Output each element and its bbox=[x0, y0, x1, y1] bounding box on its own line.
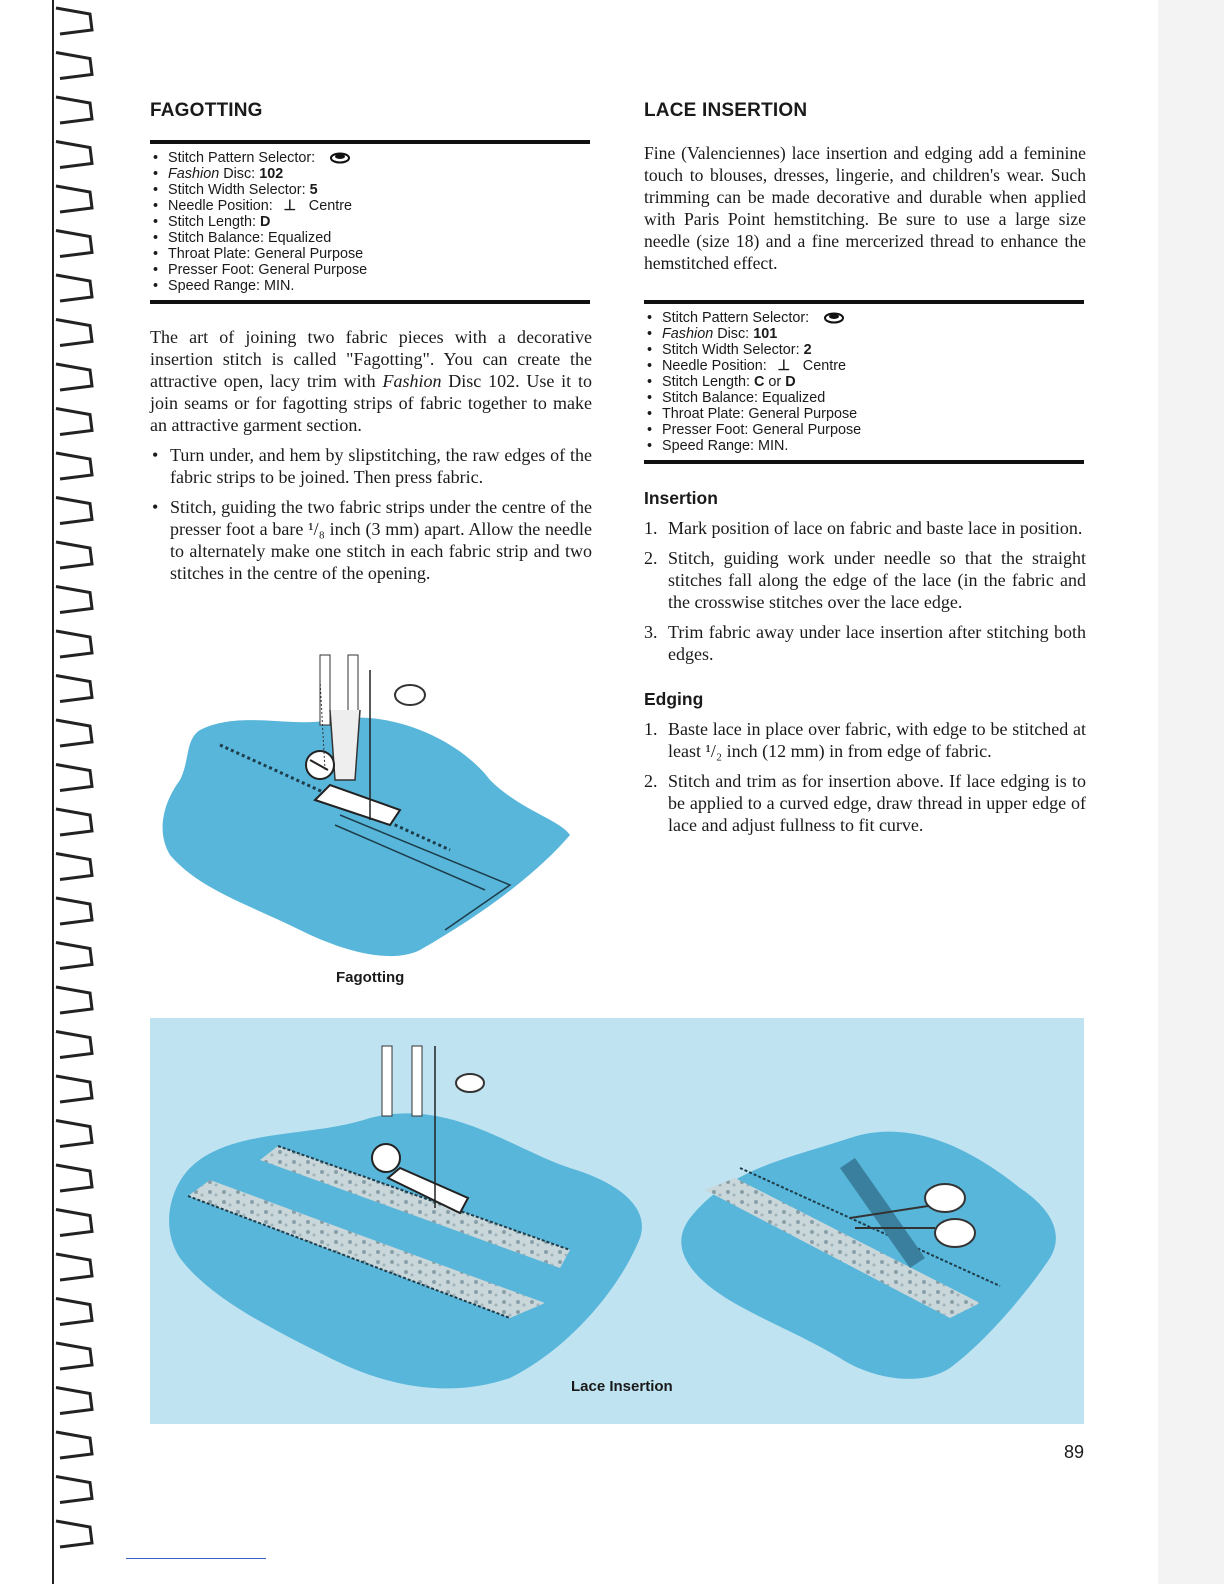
spec-pattern-selector: • Stitch Pattern Selector: bbox=[150, 150, 590, 166]
fagotting-steps bbox=[150, 444, 592, 584]
binding-ring bbox=[56, 809, 92, 835]
fagotting-caption: Fagotting bbox=[336, 969, 405, 986]
binding-ring bbox=[56, 943, 92, 969]
lace-settings-box bbox=[644, 300, 1084, 464]
binding-ring bbox=[56, 142, 92, 168]
binding-ring bbox=[56, 1299, 92, 1325]
binding-ring bbox=[56, 97, 92, 123]
insertion-steps bbox=[644, 517, 1086, 665]
binding-ring bbox=[56, 987, 92, 1013]
lace-insertion-title: LACE INSERTION bbox=[644, 100, 808, 121]
binding-ring bbox=[56, 898, 92, 924]
page-edge-shadow bbox=[1158, 0, 1224, 1584]
binding-ring bbox=[56, 8, 92, 34]
list-item: 3. Trim fabric away under lace insertion after stitching both edges. bbox=[644, 622, 1086, 664]
list-item: • Stitch, guiding the two fabric strips under the centre of the presser foot a bare ¹/₈ inch (3 mm) apart. Allow the needle to alternately make one stitch in each fabric strip and two stitches in the centre of the opening. bbox=[150, 496, 592, 584]
spec-fashion-disc: • Fashion Disc: 102 bbox=[150, 166, 590, 182]
lace-insertion-section bbox=[644, 100, 1086, 836]
binding-ring bbox=[56, 1343, 92, 1369]
lace-insertion-illustration bbox=[150, 1018, 1084, 1424]
binding-ring bbox=[56, 854, 92, 880]
binding-ring bbox=[56, 320, 92, 346]
fagotting-illustration bbox=[160, 650, 580, 965]
binding-ring bbox=[56, 631, 92, 657]
spec-stitch-length: • Stitch Length: C or D bbox=[644, 374, 1084, 390]
fagotting-intro: The art of joining two fabric pieces with a decorative insertion stitch is called "Fagotting". You can create the attractive open, lacy trim with Fashion Disc 102. Use it to join seams or for fagotting strips of fabric together to make an attractive garment section. bbox=[150, 327, 592, 435]
binding-ring bbox=[56, 1432, 92, 1458]
spec-throat-plate: • Throat Plate: General Purpose bbox=[644, 406, 1084, 422]
spec-stitch-width: • Stitch Width Selector: 2 bbox=[644, 342, 1084, 358]
spec-presser-foot: • Presser Foot: General Purpose bbox=[644, 422, 1084, 438]
list-item: 1. Baste lace in place over fabric, with edge to be stitched at least ¹/₂ inch (12 mm) in from edge of fabric. bbox=[644, 719, 1086, 761]
needle-centre-icon: ⊥ bbox=[777, 358, 791, 374]
spec-speed-range: • Speed Range: MIN. bbox=[150, 278, 590, 294]
binding-ring bbox=[56, 186, 92, 212]
spec-stitch-length: • Stitch Length: D bbox=[150, 214, 590, 230]
lace-intro: Fine (Valenciennes) lace insertion and edging add a feminine touch to blouses, dresses, lingerie, and children's wear. Such trimming can be made decorative and durable when applied with Paris Point hemstitching. Be sure to use a large size needle (size 18) and a fine mercerized thread to enhance the hemstitched effect. bbox=[644, 143, 1086, 273]
needle-centre-icon: ⊥ bbox=[283, 198, 297, 214]
spec-stitch-balance: • Stitch Balance: Equalized bbox=[644, 390, 1084, 406]
binding-ring bbox=[56, 364, 92, 390]
list-item: 2. Stitch, guiding work under needle so that the straight stitches fall along the edge of the lace (in the fabric and the crosswise stitches over the lace edge. bbox=[644, 548, 1086, 612]
insertion-heading: Insertion bbox=[644, 488, 718, 508]
pattern-dial-icon bbox=[823, 312, 845, 324]
binding-ring bbox=[56, 453, 92, 479]
list-item: 2. Stitch and trim as for insertion above. If lace edging is to be applied to a curved edge, draw thread in upper edge of lace and adjust fullness to fit curve. bbox=[644, 771, 1086, 835]
edging-heading: Edging bbox=[644, 689, 704, 709]
binding-ring bbox=[56, 1388, 92, 1414]
spec-needle-position: • Needle Position: ⊥ Centre bbox=[644, 358, 1084, 374]
lace-insertion-panel bbox=[150, 1018, 1084, 1424]
lace-insertion-caption: Lace Insertion bbox=[571, 1378, 673, 1395]
binding-ring bbox=[56, 53, 92, 79]
binding-ring bbox=[56, 587, 92, 613]
binding-ring bbox=[56, 1165, 92, 1191]
fagotting-title: FAGOTTING bbox=[150, 100, 263, 121]
page-number: 89 bbox=[1064, 1442, 1085, 1462]
spec-speed-range: • Speed Range: MIN. bbox=[644, 438, 1084, 454]
binding-ring bbox=[56, 1032, 92, 1058]
spec-fashion-disc: • Fashion Disc: 101 bbox=[644, 326, 1084, 342]
spec-needle-position: • Needle Position: ⊥ Centre bbox=[150, 198, 590, 214]
spec-throat-plate: • Throat Plate: General Purpose bbox=[150, 246, 590, 262]
list-item: 1. Mark position of lace on fabric and baste lace in position. bbox=[644, 518, 1083, 538]
binding-ring bbox=[56, 409, 92, 435]
binding-ring bbox=[56, 1521, 92, 1547]
fagotting-settings-box bbox=[150, 140, 590, 304]
spec-pattern-selector: • Stitch Pattern Selector: bbox=[644, 310, 1084, 326]
binding-ring bbox=[56, 542, 92, 568]
binding-ring bbox=[56, 1210, 92, 1236]
binding-ring bbox=[56, 1254, 92, 1280]
binding-ring bbox=[56, 498, 92, 524]
binding-ring bbox=[56, 231, 92, 257]
binding-ring bbox=[56, 765, 92, 791]
binding-ring bbox=[56, 1121, 92, 1147]
fagotting-section bbox=[150, 100, 592, 584]
binding-ring bbox=[56, 1477, 92, 1503]
pattern-dial-icon bbox=[329, 152, 351, 164]
binding-ring bbox=[56, 1076, 92, 1102]
binding-ring bbox=[56, 275, 92, 301]
footer-rule bbox=[126, 1558, 266, 1559]
binding-ring bbox=[56, 720, 92, 746]
edging-steps bbox=[644, 718, 1086, 836]
binding-ring bbox=[56, 676, 92, 702]
spec-presser-foot: • Presser Foot: General Purpose bbox=[150, 262, 590, 278]
spec-stitch-width: • Stitch Width Selector: 5 bbox=[150, 182, 590, 198]
spec-stitch-balance: • Stitch Balance: Equalized bbox=[150, 230, 590, 246]
list-item: • Turn under, and hem by slipstitching, the raw edges of the fabric strips to be joined. Then press fabric. bbox=[150, 444, 592, 488]
spiral-binding bbox=[0, 0, 100, 1584]
